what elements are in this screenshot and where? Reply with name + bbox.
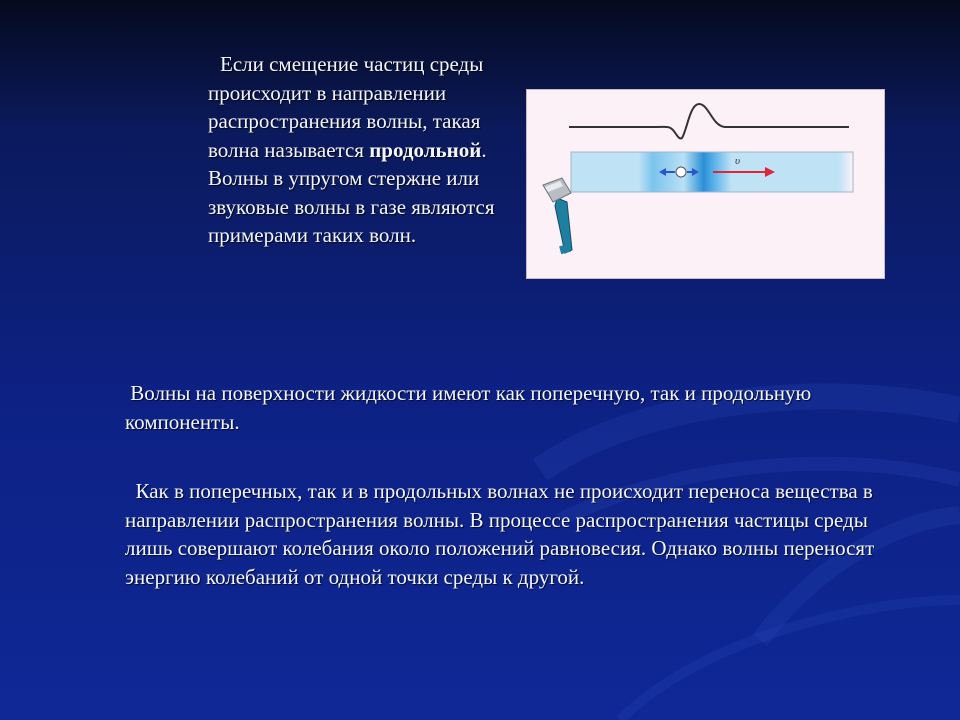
surface-waves-paragraph (125, 379, 885, 436)
displacement-pulse-curve (569, 104, 849, 138)
paragraph3-text: Как в поперечных, так и в продольных волнах не происходит переноса вещества в направлении распространения волны. В процессе распространения частицы среды лишь совершают колебания около положений равновесия. Однако волны переносят энергию колебаний от одной точки среды к другой. (125, 479, 875, 589)
paragraph3-indent (125, 479, 136, 503)
paragraph1-text-end: . Волны в упругом стержне или звуковые волны в газе являются примерами таких волн. (208, 137, 495, 247)
term-longitudinal: продольной (369, 137, 482, 162)
paragraph2-text: Волны на поверхности жидкости имеют как поперечную, так и продольную компоненты. (125, 381, 812, 434)
longitudinal-wave-definition (208, 50, 513, 250)
longitudinal-wave-diagram (526, 89, 885, 279)
velocity-label: υ (735, 155, 741, 167)
hammer-icon (543, 178, 572, 254)
paragraph1-text-start: Если смещение частиц среды происходит в направлении распространения волны, такая волна называется (208, 52, 484, 162)
energy-transfer-paragraph (125, 477, 885, 591)
elastic-rod (571, 152, 853, 192)
medium-particle (676, 167, 686, 177)
